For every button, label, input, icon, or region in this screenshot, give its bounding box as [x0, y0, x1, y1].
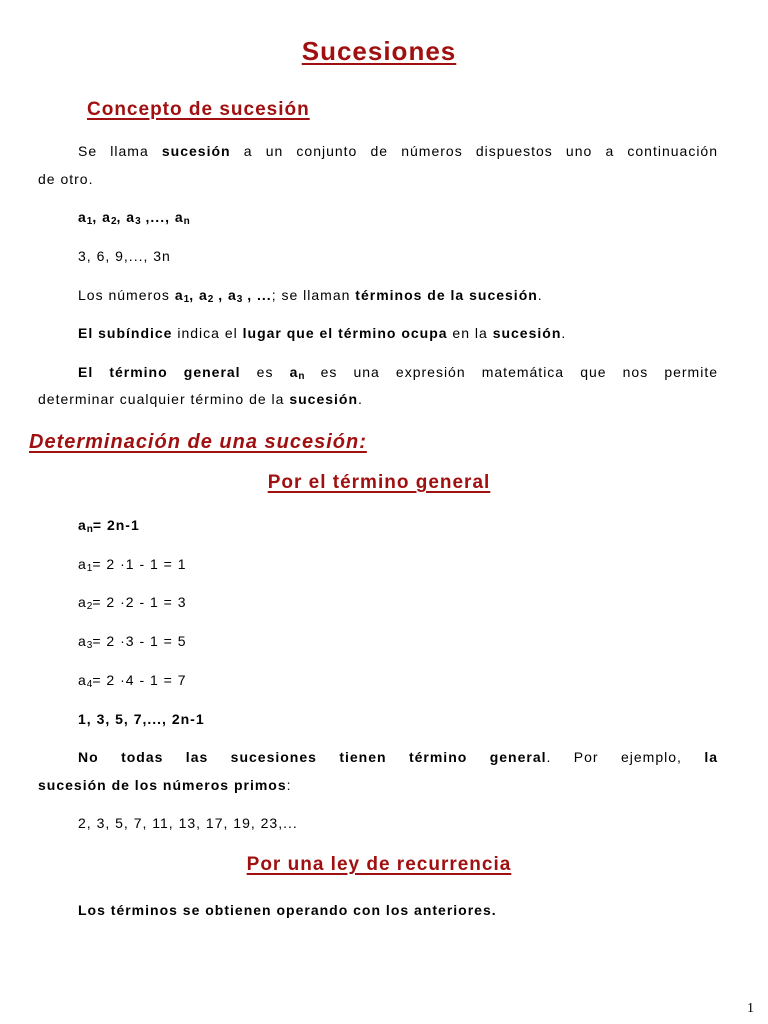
- text-span: Los números: [78, 287, 175, 303]
- note-line-1: [38, 749, 718, 765]
- text-span: Se llama: [78, 143, 162, 159]
- subscript: 3: [86, 640, 93, 651]
- term-symbol: a: [78, 672, 87, 688]
- general-term-formula: [78, 517, 140, 533]
- subscript: 3: [135, 216, 141, 227]
- text-span: es una expresión matemática que nos permite: [304, 364, 719, 380]
- formula-body: = 2 ·4 - 1 = 7: [92, 672, 187, 688]
- sequence-result: 1, 3, 5, 7,..., 2n-1: [78, 711, 205, 727]
- page-number: 1: [747, 1001, 754, 1016]
- text-span: . Por ejemplo,: [546, 749, 705, 765]
- bold-term: sucesión de los números primos: [38, 777, 287, 793]
- bold-term: lugar que el término ocupa: [242, 325, 448, 341]
- text-span: .: [561, 325, 567, 341]
- term-symbol: , a: [189, 287, 208, 303]
- subscript: n: [183, 216, 190, 227]
- term-symbol: ,..., a: [140, 209, 184, 225]
- bold-term: la: [704, 749, 718, 765]
- term-symbol: , ...: [242, 287, 272, 303]
- sequence-general-notation: [78, 209, 190, 225]
- subscript: 2: [207, 294, 214, 305]
- term-symbol: a: [78, 517, 87, 533]
- recurrence-text: Los términos se obtienen operando con los anteriores.: [78, 902, 497, 918]
- term-symbol: a: [78, 556, 87, 572]
- text-span: :: [286, 777, 292, 793]
- term-symbol: a: [289, 364, 299, 380]
- subscript: n: [298, 371, 305, 382]
- subheading-ley-recurrencia: Por una ley de recurrencia: [246, 854, 512, 875]
- formula-body: = 2 ·3 - 1 = 5: [92, 633, 187, 649]
- term-symbol: a: [78, 633, 87, 649]
- definition-line-1: [38, 143, 718, 159]
- section-heading-concepto: Concepto de sucesión: [87, 99, 310, 120]
- term-symbol: , a: [213, 287, 237, 303]
- formula-body: = 2 ·1 - 1 = 1: [92, 556, 187, 572]
- text-span: ; se llaman: [271, 287, 356, 303]
- text-span: a un conjunto de números dispuestos uno a continuación: [230, 143, 718, 159]
- text-span: en la: [447, 325, 493, 341]
- subscript: n: [86, 524, 93, 535]
- formula-body: = 2 ·2 - 1 = 3: [92, 594, 187, 610]
- sequence-example: 3, 6, 9,..., 3n: [78, 248, 171, 264]
- subindex-line: [78, 325, 566, 341]
- subscript: 3: [236, 294, 243, 305]
- terms-line: [78, 287, 543, 303]
- general-term-line-1: [38, 364, 718, 380]
- term-symbol: a: [78, 209, 87, 225]
- bold-term: sucesión: [289, 391, 359, 407]
- general-term-line-2: [38, 391, 363, 407]
- text-span: .: [537, 287, 543, 303]
- page-title: Sucesiones: [301, 36, 457, 66]
- subheading-termino-general: Por el término general: [267, 472, 491, 493]
- bold-term: sucesión: [492, 325, 562, 341]
- term-symbol: , a: [92, 209, 111, 225]
- definition-line-2: de otro.: [38, 171, 94, 187]
- text-span: .: [358, 391, 363, 407]
- text-span: indica el: [172, 325, 243, 341]
- subscript: 1: [86, 216, 93, 227]
- subscript: 4: [86, 679, 93, 690]
- subscript: 1: [86, 563, 93, 574]
- primes-sequence: 2, 3, 5, 7, 11, 13, 17, 19, 23,...: [78, 815, 298, 831]
- example-term-2: [78, 594, 187, 610]
- subscript: 2: [110, 216, 117, 227]
- term-symbol: a: [174, 287, 184, 303]
- subscript: 1: [183, 294, 190, 305]
- formula-body: = 2n-1: [92, 517, 140, 533]
- note-line-2: [38, 777, 292, 793]
- example-term-4: [78, 672, 187, 688]
- text-span: determinar cualquier término de la: [38, 391, 290, 407]
- example-term-1: [78, 556, 187, 572]
- term-symbol: a: [78, 594, 87, 610]
- example-term-3: [78, 633, 187, 649]
- bold-term: El subíndice: [78, 325, 173, 341]
- section-heading-determinacion: Determinación de una sucesión:: [29, 431, 367, 453]
- bold-term: sucesión: [161, 143, 231, 159]
- text-span: es: [240, 364, 290, 380]
- term-symbol: , a: [116, 209, 136, 225]
- bold-term: No todas las sucesiones tienen término general: [78, 749, 547, 765]
- subscript: 2: [86, 601, 93, 612]
- bold-term: El término general: [78, 364, 241, 380]
- bold-term: términos de la sucesión: [355, 287, 538, 303]
